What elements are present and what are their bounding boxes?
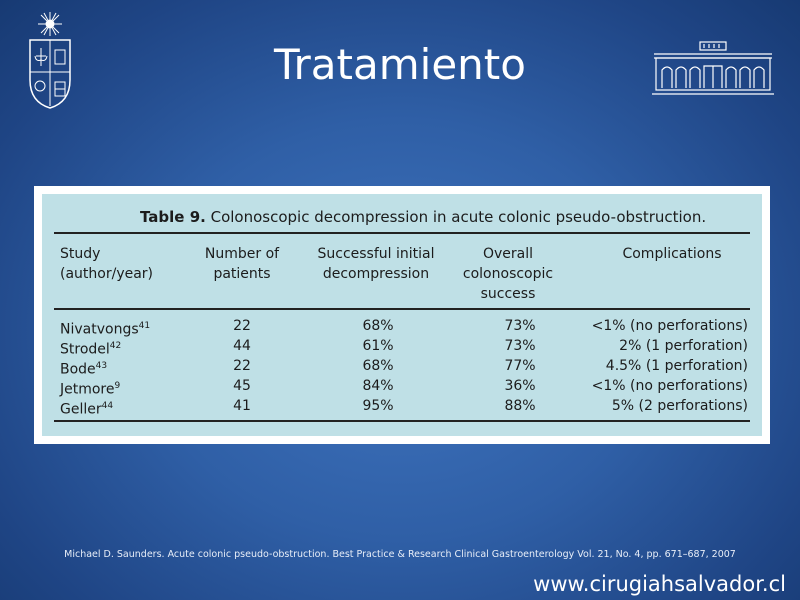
cell-overall: 77% [504, 358, 536, 374]
study-ref: 43 [95, 361, 108, 371]
cell-study [60, 396, 113, 420]
cell-initial: 68% [362, 358, 394, 374]
cell-overall: 88% [504, 398, 536, 414]
cell-number: 22 [233, 358, 251, 374]
cell-overall: 36% [504, 378, 536, 394]
cell-initial: 84% [362, 378, 394, 394]
cell-overall: 73% [504, 318, 536, 334]
study-ref: 44 [101, 401, 114, 411]
header-study [60, 244, 153, 284]
citation-text: Michael D. Saunders. Acute colonic pseudo-obstruction. Best Practice & Research Clinical Gastroenterology Vol. 21, No. 4, pp. 671–687, 2007 [64, 549, 736, 560]
header-complications-line1: Complications [622, 246, 722, 262]
study-name: Strodel [60, 341, 110, 358]
table-bottom-rule [54, 420, 750, 422]
header-overall-line1: Overall [482, 246, 534, 262]
cell-complications: <1% (no perforations) [591, 318, 748, 334]
header-study-line2: (author/year) [60, 266, 154, 282]
cell-complications: 4.5% (1 perforation) [605, 358, 748, 374]
header-initial-line1: Successful initial [317, 246, 435, 262]
table-caption-number: Table 9. [140, 208, 206, 226]
cell-complications: <1% (no perforations) [591, 378, 748, 394]
table-row [54, 356, 750, 376]
header-overall [448, 244, 568, 304]
header-number [182, 244, 302, 284]
table-header-rule [54, 308, 750, 310]
cell-initial: 68% [362, 318, 394, 334]
table-caption-text: Colonoscopic decompression in acute colonic pseudo-obstruction. [205, 208, 707, 226]
cell-number: 45 [233, 378, 251, 394]
table-row [54, 316, 750, 336]
cell-number: 22 [233, 318, 251, 334]
header-overall-line3: success [480, 286, 536, 302]
table-row [54, 376, 750, 396]
table-image-frame [34, 186, 770, 444]
cell-complications: 2% (1 perforation) [619, 338, 748, 354]
header-initial [296, 244, 456, 284]
cell-number: 41 [233, 398, 251, 414]
header-complications [602, 244, 742, 264]
website-url: www.cirugiahsalvador.cl [533, 572, 786, 596]
table-row [54, 396, 750, 416]
study-name: Jetmore [60, 381, 115, 398]
data-table [42, 194, 762, 436]
cell-initial: 95% [362, 398, 394, 414]
header-initial-line2: decompression [322, 266, 430, 282]
study-name: Nivatvongs [60, 321, 139, 338]
header-number-line2: patients [213, 266, 271, 282]
study-name: Bode [60, 361, 96, 378]
cell-overall: 73% [504, 338, 536, 354]
study-name: Geller [60, 401, 102, 418]
cell-initial: 61% [362, 338, 394, 354]
table-row [54, 336, 750, 356]
cell-complications: 5% (2 perforations) [611, 398, 748, 414]
table-top-rule [54, 232, 750, 234]
cell-number: 44 [233, 338, 251, 354]
slide-title: Tratamiento [274, 40, 526, 89]
study-ref: 9 [114, 381, 121, 391]
table-caption [140, 208, 706, 226]
header-study-line1: Study [60, 246, 101, 262]
header-number-line1: Number of [204, 246, 280, 262]
header-overall-line2: colonoscopic [462, 266, 554, 282]
study-ref: 42 [109, 341, 122, 351]
study-ref: 41 [138, 321, 151, 331]
